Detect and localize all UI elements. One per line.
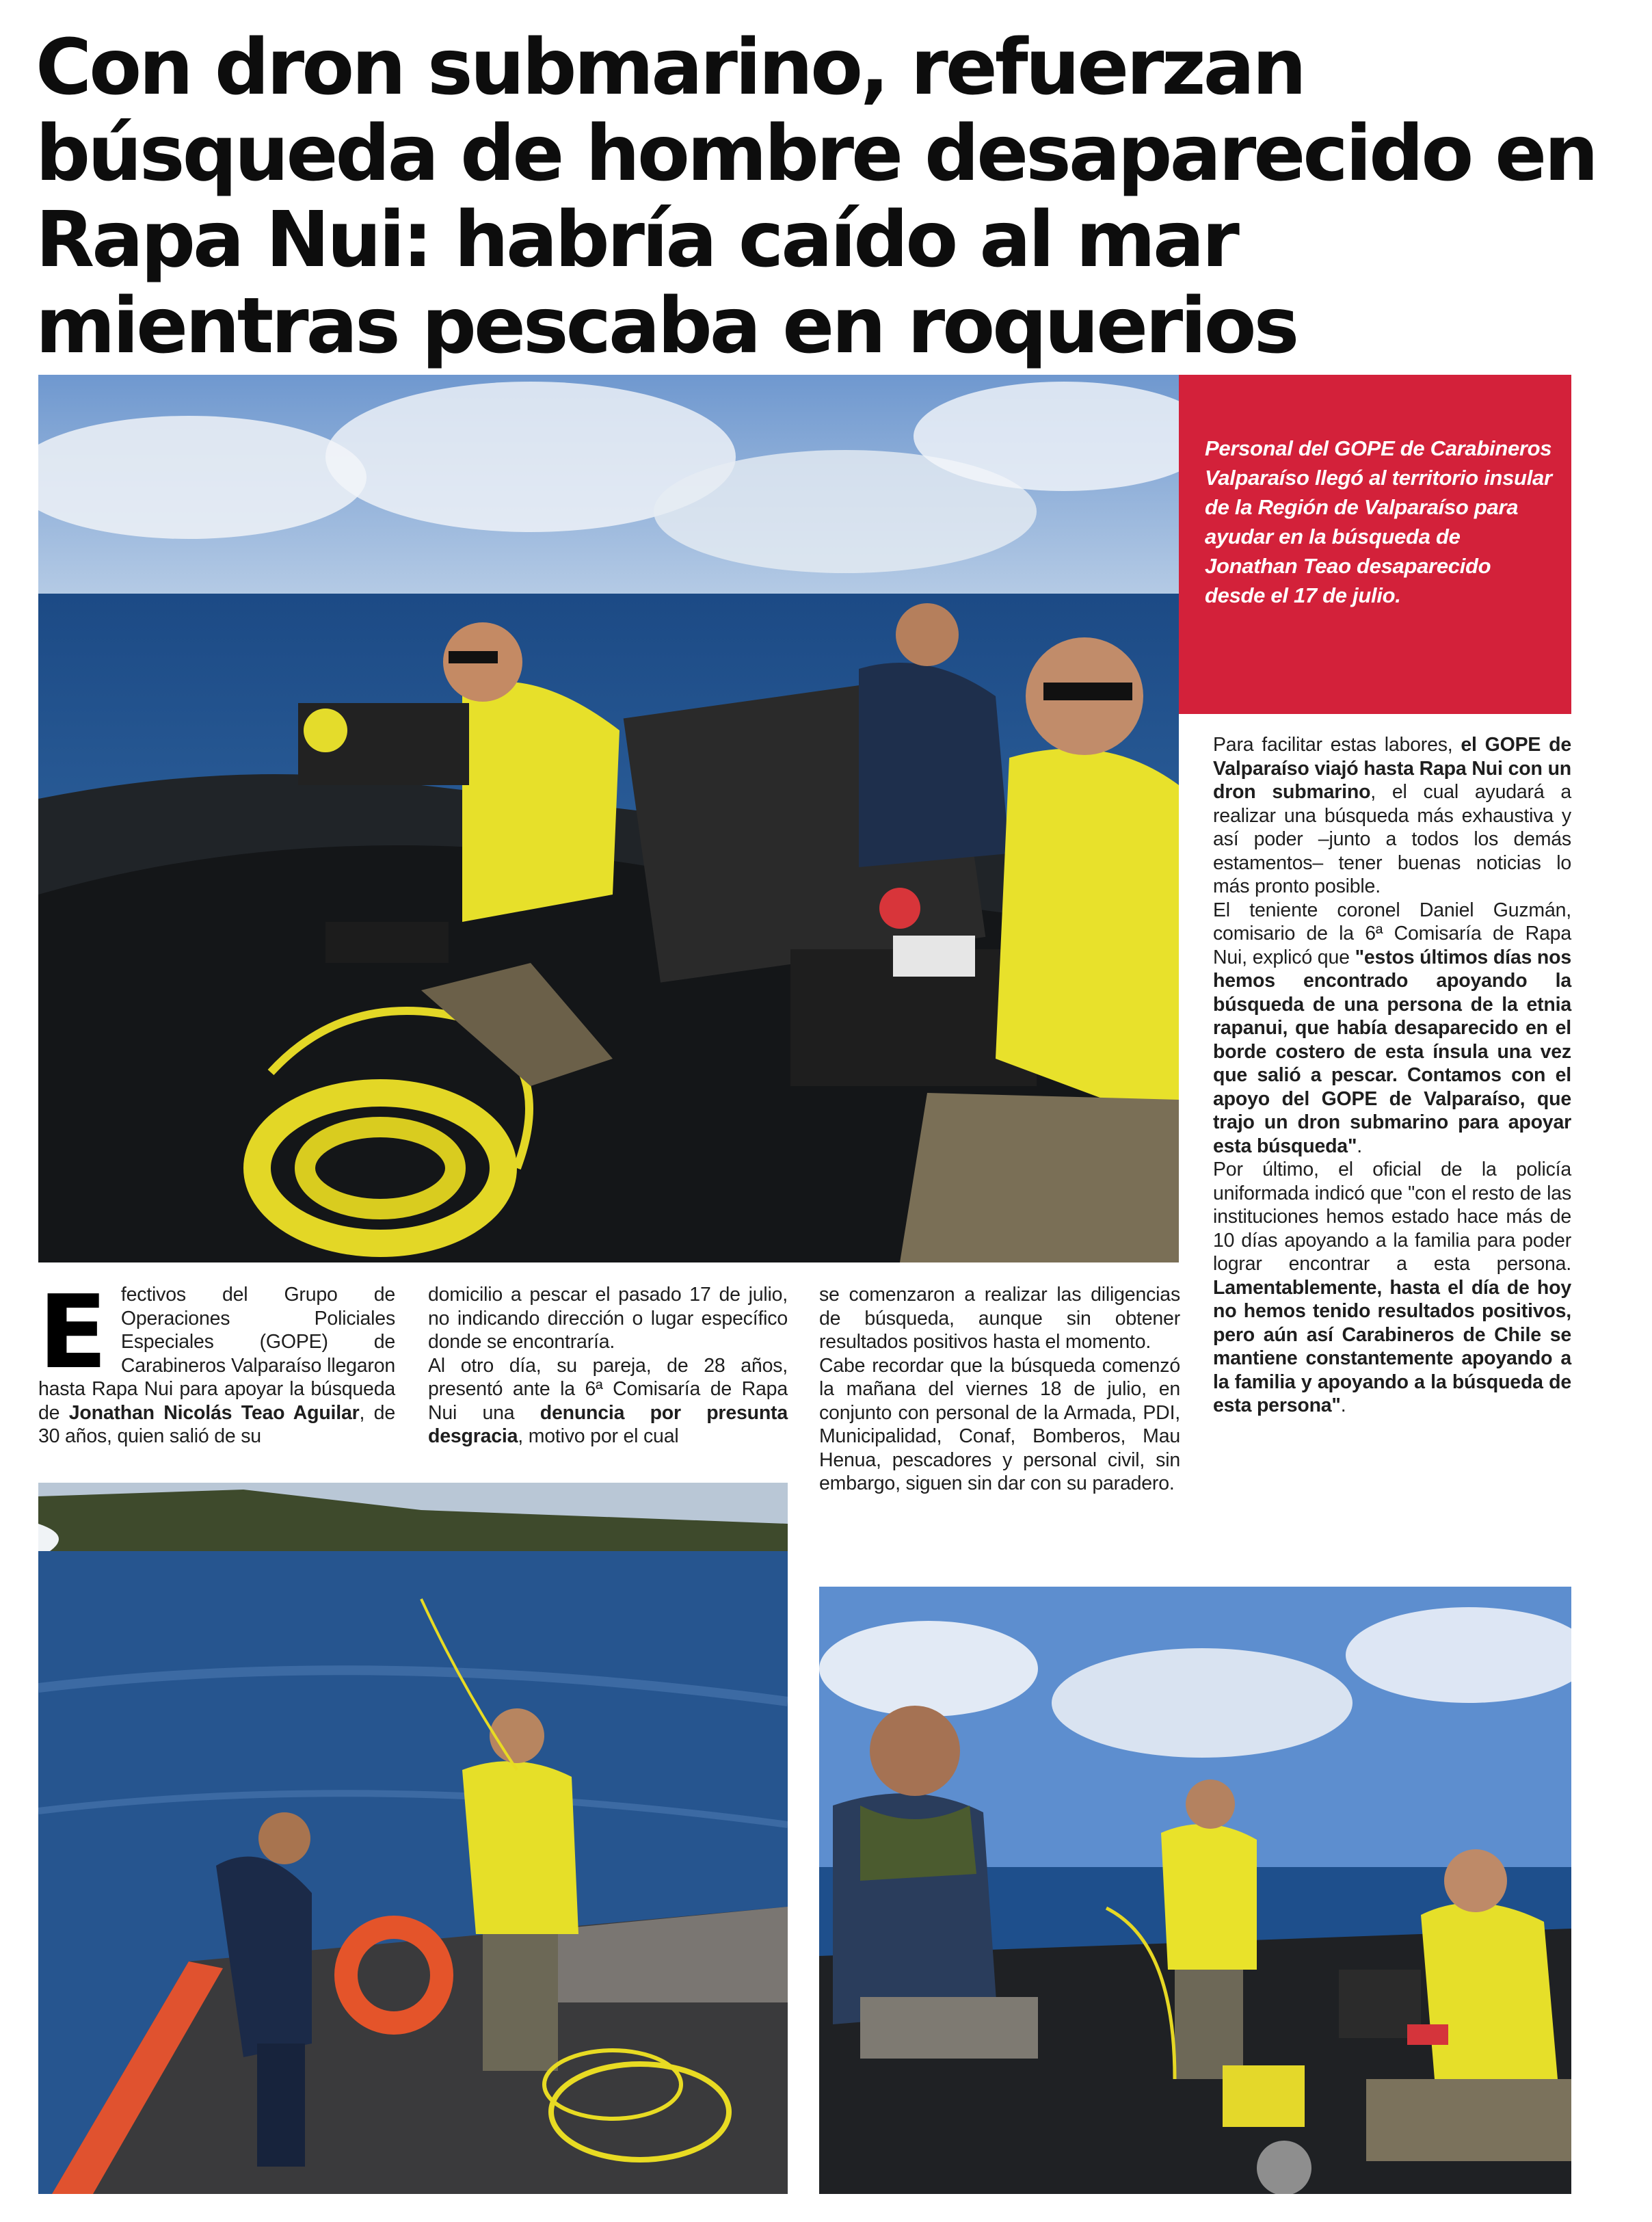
article-col-1	[38, 1273, 395, 1449]
col4-paragraph-1	[1213, 733, 1571, 899]
col4-p3-bold: Lamentablemente, hasta el día de hoy no hemos tenido resultados positivos, pero aún así Carabineros de Chile se mantiene constantemente apoyando a la familia y apoyando a la búsqueda de esta persona"	[1213, 1276, 1571, 1416]
col2-paragraph-1: domicilio a pescar el pasado 17 de julio, no indicando dirección o lugar específico donde se encontraría.	[428, 1284, 788, 1353]
col4-p1-bold: el GOPE de Valparaíso viajó hasta Rapa Nui con un dron submarino	[1213, 734, 1571, 803]
article-col-3	[819, 1283, 1180, 1496]
col4-paragraph-2	[1213, 899, 1571, 1159]
col1-name-bold: Jonathan Nicolás Teao Aguilar	[68, 1401, 360, 1424]
col1-text-a: fectivos del Grupo de Operaciones Policiales Especiales (GOPE) de Carabineros Valparaíso llegaron hasta Rapa Nui para apoyar la búsqueda de	[38, 1284, 395, 1424]
col4-p3-text-a: Por último, el oficial de la policía uniformada indicó que "con el resto de las instituciones hemos estado hace más de 10 días apoyando a la familia para poder lograr encontrar a esta persona.	[1213, 1159, 1571, 1275]
col3-paragraph-2: Cabe recordar que la búsqueda comenzó la mañana del viernes 18 de julio, en conjunto con personal de la Armada, PDI, Municipalidad, Conaf, Bomberos, Mau Henua, pescadores y personal civil, sin embargo, siguen sin dar con su paradero.	[819, 1354, 1180, 1494]
col4-p1-text-a: Para facilitar estas labores,	[1213, 734, 1461, 756]
col4-p2-quote-bold: "estos últimos días nos hemos encontrado apoyando la búsqueda de una persona de la etnia rapanui, que había desaparecido en el borde costero de esta ínsula una vez que salió a pescar. Contamos con el apoyo del GOPE de Valparaíso, que trajo un dron submarino para apoyar esta búsqueda"	[1213, 946, 1571, 1157]
col4-p3-text-c: .	[1340, 1394, 1346, 1416]
caption-box	[1179, 375, 1571, 714]
article-col-4	[1213, 733, 1571, 1418]
col2-paragraph-2	[428, 1354, 788, 1449]
col4-p1-text-c: , el cual ayudará a realizar una búsqueda más exhaustiva y así poder –junto a todos los demás estamentos– tener buenas noticias lo más pronto posible.	[1213, 781, 1571, 897]
col4-p2-text-a: El teniente coronel Daniel Guzmán, comisario de la 6ª Comisaría de Rapa Nui, explicó que	[1213, 899, 1571, 968]
photo-boat-deck	[38, 1483, 788, 2194]
col4-paragraph-3	[1213, 1158, 1571, 1418]
col2-text-c: , motivo por el cual	[518, 1425, 679, 1447]
photo-team-on-boat	[819, 1587, 1571, 2194]
col2-bold: denuncia por presunta desgracia	[428, 1401, 788, 1447]
caption-text: Personal del GOPE de Carabineros Valparaíso llegó al territorio insular de la Región de Valparaíso para ayudar en la búsqueda de Jonathan Teao desaparecido desde el 17 de julio.	[1205, 436, 1552, 607]
headline: Con dron submarino, refuerzan búsqueda de hombre desaparecido en Rapa Nui: habría caído al mar mientras pescaba en roquerios	[36, 23, 1596, 371]
col3-paragraph-1: se comenzaron a realizar las diligencias de búsqueda, aunque sin obtener resultados positivos hasta el momento.	[819, 1284, 1180, 1353]
col4-p2-text-c: .	[1357, 1135, 1362, 1157]
photo-drone-deployment	[38, 375, 1179, 1262]
col2-text-a: Al otro día, su pareja, de 28 años, presentó ante la 6ª Comisaría de Rapa Nui una	[428, 1354, 788, 1424]
drop-cap: E	[38, 1273, 107, 1391]
col1-text-c: , de 30 años, quien salió de su	[38, 1401, 395, 1447]
article-col-2	[428, 1283, 788, 1449]
